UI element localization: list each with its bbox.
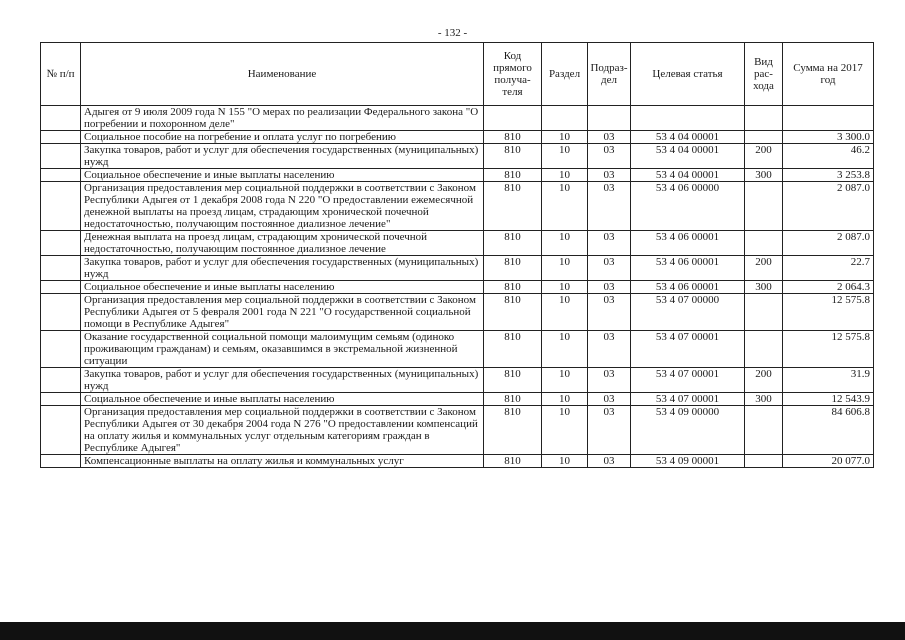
cell-subsection: 03 — [588, 169, 631, 182]
cell-num — [41, 331, 81, 368]
cell-section — [542, 106, 588, 131]
cell-sum: 2 087.0 — [783, 182, 874, 231]
cell-code: 810 — [484, 331, 542, 368]
cell-section: 10 — [542, 406, 588, 455]
cell-section: 10 — [542, 368, 588, 393]
header-num: № п/п — [41, 43, 81, 106]
cell-subsection: 03 — [588, 368, 631, 393]
header-article: Целевая статья — [631, 43, 745, 106]
cell-sum: 84 606.8 — [783, 406, 874, 455]
cell-name: Адыгея от 9 июля 2009 года N 155 "О мерах по реализации Федерального закона "О погребении и похоронном деле" — [81, 106, 484, 131]
cell-article: 53 4 07 00001 — [631, 368, 745, 393]
cell-sum: 3 300.0 — [783, 131, 874, 144]
header-subsection: Подраз-дел — [588, 43, 631, 106]
cell-name: Закупка товаров, работ и услуг для обеспечения государственных (муниципальных) нужд — [81, 256, 484, 281]
cell-num — [41, 256, 81, 281]
cell-sum: 31.9 — [783, 368, 874, 393]
cell-name: Закупка товаров, работ и услуг для обеспечения государственных (муниципальных) нужд — [81, 368, 484, 393]
cell-section: 10 — [542, 231, 588, 256]
cell-name: Социальное обеспечение и иные выплаты населению — [81, 281, 484, 294]
cell-code: 810 — [484, 231, 542, 256]
cell-num — [41, 393, 81, 406]
cell-num — [41, 368, 81, 393]
cell-kind — [745, 131, 783, 144]
cell-code: 810 — [484, 393, 542, 406]
table-row — [41, 331, 874, 368]
cell-num — [41, 131, 81, 144]
cell-article: 53 4 04 00001 — [631, 131, 745, 144]
table-row — [41, 106, 874, 131]
cell-sum: 2 064.3 — [783, 281, 874, 294]
table-row — [41, 368, 874, 393]
cell-name: Организация предоставления мер социальной поддержки в соответствии с Законом Республики Адыгея от 30 декабря 2004 года N 276 "О предоставлении компенсаций на оплату жилья и коммунальных услуг отдельным категориям граждан в Республике Адыгея" — [81, 406, 484, 455]
cell-code: 810 — [484, 256, 542, 281]
header-name: Наименование — [81, 43, 484, 106]
cell-kind — [745, 455, 783, 468]
cell-num — [41, 294, 81, 331]
table-header-row — [41, 43, 874, 106]
cell-section: 10 — [542, 455, 588, 468]
cell-kind: 200 — [745, 144, 783, 169]
cell-name: Денежная выплата на проезд лицам, страдающим хронической почечной недостаточностью, получающим постоянное диализное лечение — [81, 231, 484, 256]
cell-subsection: 03 — [588, 256, 631, 281]
cell-num — [41, 182, 81, 231]
cell-sum: 46.2 — [783, 144, 874, 169]
cell-num — [41, 144, 81, 169]
budget-table — [40, 42, 874, 468]
cell-subsection: 03 — [588, 455, 631, 468]
cell-section: 10 — [542, 131, 588, 144]
cell-sum: 2 087.0 — [783, 231, 874, 256]
cell-subsection — [588, 106, 631, 131]
cell-num — [41, 169, 81, 182]
cell-subsection: 03 — [588, 406, 631, 455]
cell-section: 10 — [542, 169, 588, 182]
cell-kind: 200 — [745, 368, 783, 393]
cell-kind — [745, 106, 783, 131]
cell-article: 53 4 04 00001 — [631, 144, 745, 169]
table-row — [41, 144, 874, 169]
cell-article: 53 4 09 00000 — [631, 406, 745, 455]
cell-sum — [783, 106, 874, 131]
cell-kind: 300 — [745, 169, 783, 182]
cell-sum: 3 253.8 — [783, 169, 874, 182]
cell-article: 53 4 06 00000 — [631, 182, 745, 231]
cell-article: 53 4 07 00001 — [631, 331, 745, 368]
cell-section: 10 — [542, 256, 588, 281]
cell-kind — [745, 294, 783, 331]
cell-subsection: 03 — [588, 144, 631, 169]
scan-edge-bar — [0, 622, 905, 640]
cell-sum: 12 575.8 — [783, 294, 874, 331]
cell-kind — [745, 182, 783, 231]
cell-kind — [745, 231, 783, 256]
cell-code: 810 — [484, 169, 542, 182]
cell-sum: 20 077.0 — [783, 455, 874, 468]
table-row — [41, 393, 874, 406]
cell-subsection: 03 — [588, 294, 631, 331]
cell-article: 53 4 09 00001 — [631, 455, 745, 468]
cell-code: 810 — [484, 144, 542, 169]
cell-subsection: 03 — [588, 182, 631, 231]
cell-code: 810 — [484, 294, 542, 331]
cell-name: Социальное пособие на погребение и оплата услуг по погребению — [81, 131, 484, 144]
cell-name: Организация предоставления мер социальной поддержки в соответствии с Законом Республики Адыгея от 1 декабря 2008 года N 220 "О предоставлении ежемесячной денежной выплаты на проезд лицам, страдающим хронической почечной недостаточностью, получающим постоянное диализное лечение" — [81, 182, 484, 231]
page-number: - 132 - — [437, 27, 468, 39]
cell-section: 10 — [542, 393, 588, 406]
table-row — [41, 455, 874, 468]
cell-section: 10 — [542, 294, 588, 331]
cell-code — [484, 106, 542, 131]
cell-kind — [745, 406, 783, 455]
cell-kind: 300 — [745, 281, 783, 294]
cell-num — [41, 281, 81, 294]
cell-article: 53 4 07 00001 — [631, 393, 745, 406]
table-row — [41, 281, 874, 294]
table-row — [41, 294, 874, 331]
cell-sum: 12 543.9 — [783, 393, 874, 406]
cell-code: 810 — [484, 131, 542, 144]
table-row — [41, 182, 874, 231]
cell-name: Компенсационные выплаты на оплату жилья и коммунальных услуг — [81, 455, 484, 468]
cell-subsection: 03 — [588, 231, 631, 256]
cell-num — [41, 106, 81, 131]
header-sum: Сумма на 2017 год — [783, 43, 874, 106]
cell-article: 53 4 06 00001 — [631, 281, 745, 294]
cell-name: Социальное обеспечение и иные выплаты населению — [81, 393, 484, 406]
cell-code: 810 — [484, 182, 542, 231]
cell-kind: 300 — [745, 393, 783, 406]
table-row — [41, 169, 874, 182]
header-section: Раздел — [542, 43, 588, 106]
cell-subsection: 03 — [588, 131, 631, 144]
cell-subsection: 03 — [588, 331, 631, 368]
cell-kind — [745, 331, 783, 368]
table-row — [41, 231, 874, 256]
table-row — [41, 131, 874, 144]
cell-name: Оказание государственной социальной помощи малоимущим семьям (одиноко проживающим гражданам) и семьям, оказавшимся в экстремальной жизненной ситуации — [81, 331, 484, 368]
cell-article: 53 4 06 00001 — [631, 256, 745, 281]
cell-sum: 22.7 — [783, 256, 874, 281]
cell-code: 810 — [484, 368, 542, 393]
cell-article: 53 4 06 00001 — [631, 231, 745, 256]
header-kind: Вид рас-хода — [745, 43, 783, 106]
cell-sum: 12 575.8 — [783, 331, 874, 368]
cell-article: 53 4 07 00000 — [631, 294, 745, 331]
cell-subsection: 03 — [588, 281, 631, 294]
cell-name: Организация предоставления мер социальной поддержки в соответствии с Законом Республики Адыгея от 5 февраля 2001 года N 221 "О государственной социальной помощи в Республике Адыгея" — [81, 294, 484, 331]
cell-kind: 200 — [745, 256, 783, 281]
table-row — [41, 256, 874, 281]
table-row — [41, 406, 874, 455]
cell-num — [41, 455, 81, 468]
cell-article — [631, 106, 745, 131]
cell-section: 10 — [542, 331, 588, 368]
cell-code: 810 — [484, 281, 542, 294]
cell-article: 53 4 04 00001 — [631, 169, 745, 182]
cell-name: Социальное обеспечение и иные выплаты населению — [81, 169, 484, 182]
table-body — [41, 106, 874, 468]
cell-code: 810 — [484, 406, 542, 455]
cell-subsection: 03 — [588, 393, 631, 406]
cell-section: 10 — [542, 182, 588, 231]
header-code: Код прямого получа-теля — [484, 43, 542, 106]
cell-num — [41, 406, 81, 455]
cell-section: 10 — [542, 144, 588, 169]
cell-code: 810 — [484, 455, 542, 468]
cell-section: 10 — [542, 281, 588, 294]
cell-num — [41, 231, 81, 256]
cell-name: Закупка товаров, работ и услуг для обеспечения государственных (муниципальных) нужд — [81, 144, 484, 169]
